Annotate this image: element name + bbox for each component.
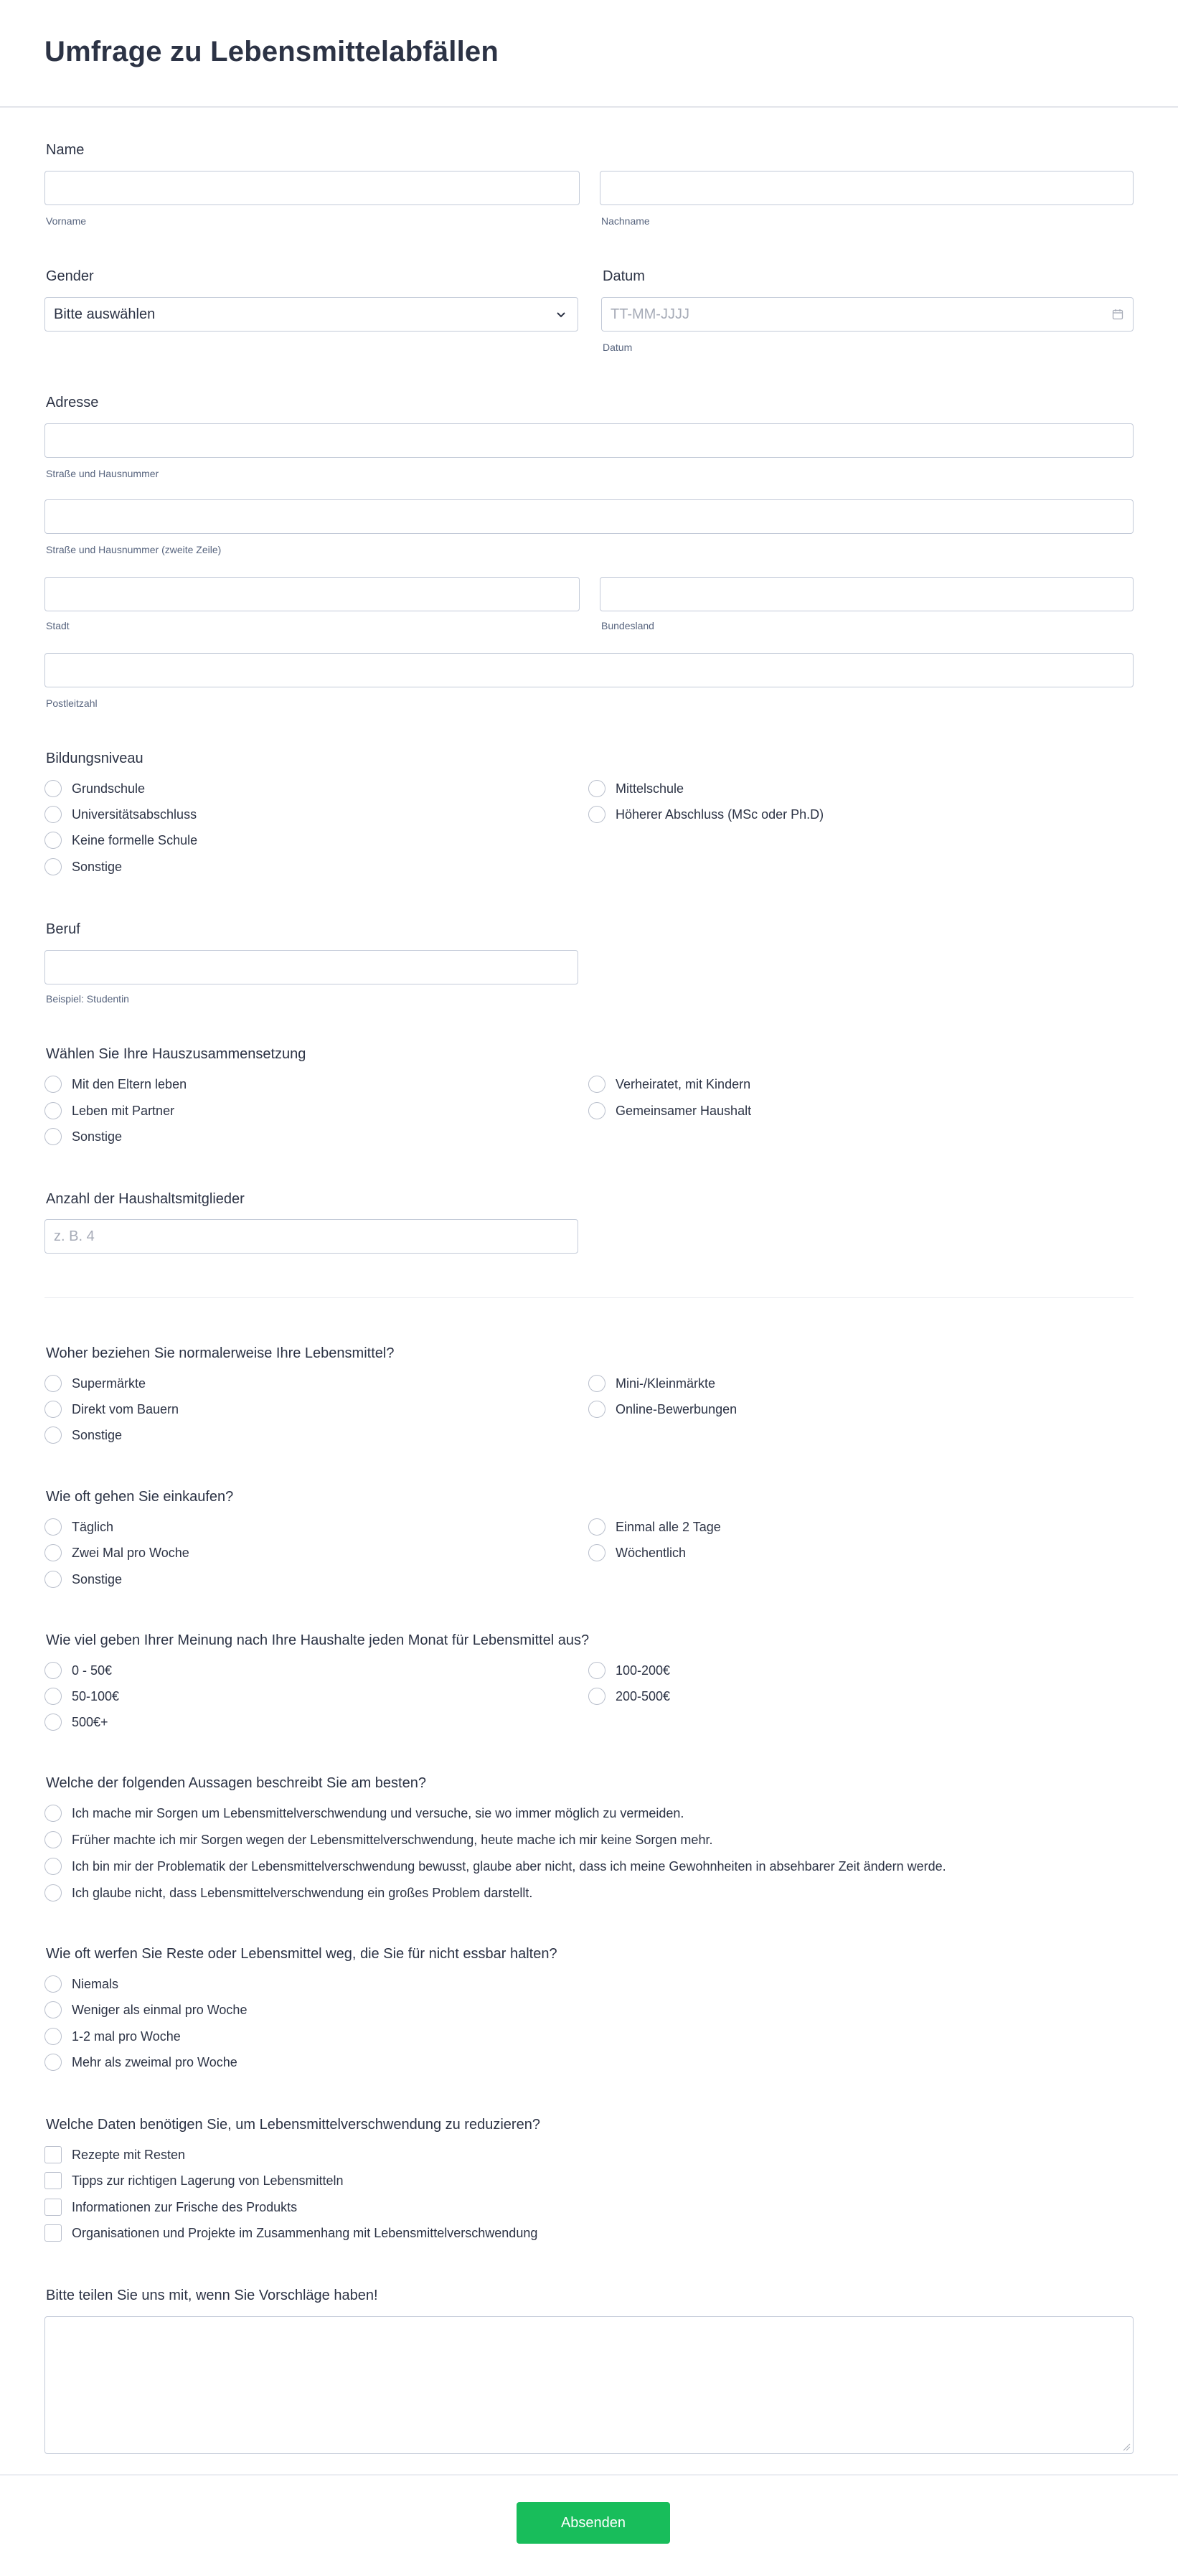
occupation-sublabel: Beispiel: Studentin xyxy=(46,993,129,1005)
radio-button[interactable] xyxy=(588,1544,606,1561)
waste-option[interactable] xyxy=(44,2052,237,2072)
option-label: Universitätsabschluss xyxy=(72,807,197,822)
household-option[interactable] xyxy=(588,1101,751,1121)
radio-button[interactable] xyxy=(44,1714,62,1731)
chevron-down-icon xyxy=(555,308,567,321)
option-label: Mini-/Kleinmärkte xyxy=(616,1376,716,1391)
checkbox[interactable] xyxy=(44,2199,62,2216)
option-label: 0 - 50€ xyxy=(72,1663,113,1678)
option-label: Mehr als zweimal pro Woche xyxy=(72,2054,237,2069)
option-label: 200-500€ xyxy=(616,1688,671,1703)
option-label: Zwei Mal pro Woche xyxy=(72,1545,189,1560)
radio-button[interactable] xyxy=(588,1401,606,1418)
radio-button[interactable] xyxy=(44,1884,62,1902)
option-label: Weniger als einmal pro Woche xyxy=(72,2002,248,2017)
option-label: Verheiratet, mit Kindern xyxy=(616,1076,751,1091)
gender-label: Gender xyxy=(46,268,94,284)
radio-button[interactable] xyxy=(44,2001,62,2018)
household-option[interactable] xyxy=(44,1127,122,1147)
name-label: Name xyxy=(46,142,85,158)
radio-button[interactable] xyxy=(44,2028,62,2045)
spending-option[interactable] xyxy=(44,1712,108,1732)
submit-button[interactable]: Absenden xyxy=(517,2502,670,2544)
state-sublabel: Bundesland xyxy=(601,620,654,631)
section-divider xyxy=(44,1297,1134,1298)
household-label: Wählen Sie Ihre Hauszusammensetzung xyxy=(46,1046,306,1062)
spending-option[interactable] xyxy=(44,1660,112,1680)
radio-button[interactable] xyxy=(588,1076,606,1093)
radio-button[interactable] xyxy=(588,1662,606,1679)
shopping-option[interactable] xyxy=(588,1543,686,1563)
city-input[interactable] xyxy=(44,577,580,611)
last-name-input[interactable] xyxy=(600,171,1134,205)
radio-button[interactable] xyxy=(44,1805,62,1822)
statement-option[interactable] xyxy=(44,1830,712,1850)
education-option[interactable] xyxy=(588,804,824,824)
radio-button[interactable] xyxy=(44,1401,62,1418)
source-option[interactable] xyxy=(588,1373,715,1393)
education-option[interactable] xyxy=(44,830,197,850)
occupation-label: Beruf xyxy=(46,921,80,937)
gender-selected-value: Bitte auswählen xyxy=(54,306,156,322)
education-label: Bildungsniveau xyxy=(46,751,143,766)
radio-button[interactable] xyxy=(44,858,62,875)
radio-button[interactable] xyxy=(588,780,606,797)
spending-label: Wie viel geben Ihrer Meinung nach Ihre Haushalte jeden Monat für Lebensmittel aus? xyxy=(46,1632,590,1648)
first-name-sublabel: Vorname xyxy=(46,215,87,227)
option-label: Ich mache mir Sorgen um Lebensmittelverschwendung und versuche, sie wo immer möglich zu vermeiden. xyxy=(72,1805,684,1820)
page-title: Umfrage zu Lebensmittelabfällen xyxy=(44,36,499,67)
date-field xyxy=(601,297,1134,332)
state-input[interactable] xyxy=(600,577,1134,611)
household-option[interactable] xyxy=(588,1074,750,1094)
shopping-option[interactable] xyxy=(44,1517,113,1537)
source-option[interactable] xyxy=(44,1399,179,1419)
shopping-option[interactable] xyxy=(44,1543,189,1563)
radio-button[interactable] xyxy=(44,2054,62,2071)
radio-button[interactable] xyxy=(44,806,62,823)
waste-option[interactable] xyxy=(44,2000,247,2020)
info-option[interactable] xyxy=(44,2145,185,2165)
form-header xyxy=(0,0,1178,108)
spending-option[interactable] xyxy=(588,1686,670,1706)
statement-option[interactable] xyxy=(44,1856,946,1876)
city-sublabel: Stadt xyxy=(46,620,70,631)
spending-option[interactable] xyxy=(588,1660,670,1680)
option-label: Sonstige xyxy=(72,1129,123,1144)
waste-option[interactable] xyxy=(44,2026,181,2046)
radio-button[interactable] xyxy=(44,780,62,797)
radio-button[interactable] xyxy=(44,1571,62,1588)
suggestions-textarea[interactable] xyxy=(44,2316,1134,2454)
option-label: 100-200€ xyxy=(616,1663,671,1678)
radio-button[interactable] xyxy=(588,806,606,823)
option-label: Sonstige xyxy=(72,1571,123,1587)
radio-button[interactable] xyxy=(588,1518,606,1536)
option-label: Mittelschule xyxy=(616,781,684,796)
radio-button[interactable] xyxy=(44,1518,62,1536)
option-label: Einmal alle 2 Tage xyxy=(616,1519,721,1534)
radio-button[interactable] xyxy=(44,1975,62,1993)
education-option[interactable] xyxy=(44,779,145,799)
checkbox[interactable] xyxy=(44,2172,62,2189)
info-option[interactable] xyxy=(44,2223,537,2243)
source-option[interactable] xyxy=(588,1399,737,1419)
option-label: Informationen zur Frische des Produkts xyxy=(72,2199,298,2214)
members-input[interactable] xyxy=(44,1219,578,1254)
option-label: Leben mit Partner xyxy=(72,1103,175,1118)
source-option[interactable] xyxy=(44,1373,146,1393)
option-label: Ich glaube nicht, dass Lebensmittelverschwendung ein großes Problem darstellt. xyxy=(72,1885,533,1900)
info-option[interactable] xyxy=(44,2197,297,2217)
radio-button[interactable] xyxy=(44,832,62,849)
statements-label: Welche der folgenden Aussagen beschreibt Sie am besten? xyxy=(46,1775,426,1791)
option-label: Rezepte mit Resten xyxy=(72,2147,186,2162)
option-label: Organisationen und Projekte im Zusammenhang mit Lebensmittelverschwendung xyxy=(72,2225,538,2240)
option-label: Ich bin mir der Problematik der Lebensmittelverschwendung bewusst, glaube aber nicht, dass ich meine Gewohnheiten in absehbarer Zeit ändern werde. xyxy=(72,1858,946,1874)
resize-grip-icon[interactable] xyxy=(1122,2443,1131,2451)
option-label: Tipps zur richtigen Lagerung von Lebensmitteln xyxy=(72,2173,344,2188)
date-label: Datum xyxy=(603,268,645,284)
radio-button[interactable] xyxy=(44,1375,62,1392)
option-label: Sonstige xyxy=(72,859,123,874)
spending-option[interactable] xyxy=(44,1686,119,1706)
option-label: Gemeinsamer Haushalt xyxy=(616,1103,752,1118)
shopping-option[interactable] xyxy=(588,1517,721,1537)
info-option[interactable] xyxy=(44,2171,344,2191)
radio-button[interactable] xyxy=(588,1102,606,1119)
street2-input[interactable] xyxy=(44,499,1134,534)
radio-button[interactable] xyxy=(44,1426,62,1444)
option-label: Mit den Eltern leben xyxy=(72,1076,187,1091)
date-input[interactable] xyxy=(601,297,1134,332)
radio-button[interactable] xyxy=(44,1662,62,1679)
gender-select[interactable] xyxy=(44,297,578,332)
option-label: 1-2 mal pro Woche xyxy=(72,2029,181,2044)
radio-button[interactable] xyxy=(44,1688,62,1705)
option-label: Online-Bewerbungen xyxy=(616,1401,738,1416)
last-name-sublabel: Nachname xyxy=(601,215,650,227)
first-name-input[interactable] xyxy=(44,171,580,205)
option-label: Sonstige xyxy=(72,1427,123,1442)
checkbox[interactable] xyxy=(44,2224,62,2242)
option-label: Wöchentlich xyxy=(616,1545,687,1560)
radio-button[interactable] xyxy=(588,1375,606,1392)
address-label: Adresse xyxy=(46,395,99,410)
radio-button[interactable] xyxy=(44,1544,62,1561)
option-label: Höherer Abschluss (MSc oder Ph.D) xyxy=(616,807,824,822)
date-sublabel: Datum xyxy=(603,342,633,353)
shopping-option[interactable] xyxy=(44,1569,122,1589)
option-label: Keine formelle Schule xyxy=(72,832,198,847)
education-option[interactable] xyxy=(588,779,684,799)
street-sublabel: Straße und Hausnummer xyxy=(46,468,159,479)
option-label: Niemals xyxy=(72,1976,119,1991)
education-option[interactable] xyxy=(44,857,122,877)
household-option[interactable] xyxy=(44,1101,174,1121)
education-option[interactable] xyxy=(44,804,197,824)
waste-option[interactable] xyxy=(44,1974,118,1994)
radio-button[interactable] xyxy=(44,1858,62,1875)
option-label: Supermärkte xyxy=(72,1376,146,1391)
option-label: Täglich xyxy=(72,1519,114,1534)
option-label: Direkt vom Bauern xyxy=(72,1401,179,1416)
option-label: 500€+ xyxy=(72,1714,108,1729)
source-label: Woher beziehen Sie normalerweise Ihre Lebensmittel? xyxy=(46,1345,395,1361)
radio-button[interactable] xyxy=(44,1102,62,1119)
radio-button[interactable] xyxy=(44,1831,62,1848)
option-label: 50-100€ xyxy=(72,1688,120,1703)
waste-label: Wie oft werfen Sie Reste oder Lebensmittel weg, die Sie für nicht essbar halten? xyxy=(46,1946,557,1962)
street2-sublabel: Straße und Hausnummer (zweite Zeile) xyxy=(46,544,222,555)
option-label: Früher machte ich mir Sorgen wegen der Lebensmittelverschwendung, heute mache ich mir keine Sorgen mehr. xyxy=(72,1832,713,1847)
occupation-input[interactable] xyxy=(44,950,578,984)
household-option[interactable] xyxy=(44,1074,187,1094)
shopping-label: Wie oft gehen Sie einkaufen? xyxy=(46,1489,234,1505)
zip-sublabel: Postleitzahl xyxy=(46,697,98,709)
members-label: Anzahl der Haushaltsmitglieder xyxy=(46,1191,245,1207)
statement-option[interactable] xyxy=(44,1883,532,1903)
radio-button[interactable] xyxy=(588,1688,606,1705)
street-input[interactable] xyxy=(44,423,1134,458)
suggestions-label: Bitte teilen Sie uns mit, wenn Sie Vorschläge haben! xyxy=(46,2288,378,2303)
statement-option[interactable] xyxy=(44,1803,684,1823)
info-label: Welche Daten benötigen Sie, um Lebensmittelverschwendung zu reduzieren? xyxy=(46,2117,540,2133)
option-label: Grundschule xyxy=(72,781,146,796)
source-option[interactable] xyxy=(44,1425,122,1445)
radio-button[interactable] xyxy=(44,1128,62,1145)
checkbox[interactable] xyxy=(44,2146,62,2163)
calendar-icon[interactable] xyxy=(1112,309,1123,320)
radio-button[interactable] xyxy=(44,1076,62,1093)
zip-input[interactable] xyxy=(44,653,1134,687)
